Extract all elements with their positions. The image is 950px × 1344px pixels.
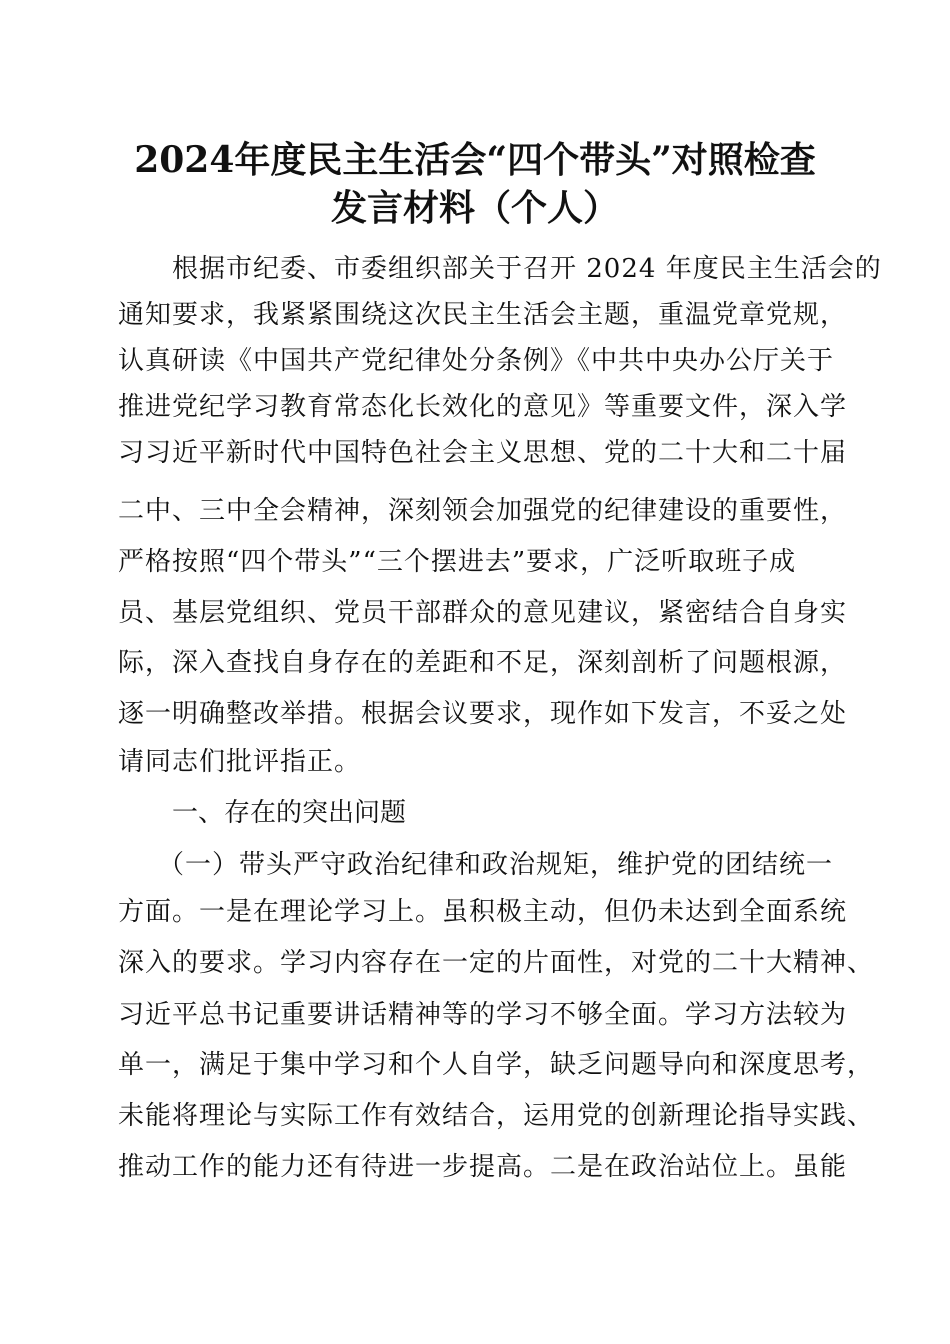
document-title-line-2: 发言材料（个人） [330, 187, 619, 229]
paragraph-line: 习近平总书记重要讲话精神等的学习不够全面。学习方法较为 [118, 1000, 848, 1030]
paragraph-line: 方面。一是在理论学习上。虽积极主动，但仍未达到全面系统 [118, 897, 848, 927]
paragraph-line: 二中、三中全会精神，深刻领会加强党的纪律建设的重要性， [118, 496, 848, 526]
paragraph-line: 请同志们批评指正。 [118, 747, 362, 777]
section-heading: 一、存在的突出问题 [172, 798, 407, 828]
paragraph-line: 推进党纪学习教育常态化长效化的意见》等重要文件，深入学 [118, 392, 848, 422]
paragraph-line: （一）带头严守政治纪律和政治规矩，维护党的团结统一 [158, 850, 834, 880]
paragraph-line: 习习近平新时代中国特色社会主义思想、党的二十大和二十届 [118, 438, 848, 468]
paragraph-line: 深入的要求。学习内容存在一定的片面性，对党的二十大精神、 [118, 948, 875, 978]
paragraph-line: 单一，满足于集中学习和个人自学，缺乏问题导向和深度思考， [118, 1050, 875, 1080]
paragraph-line: 员、基层党组织、党员干部群众的意见建议，紧密结合自身实 [118, 598, 848, 628]
paragraph-line: 认真研读《中国共产党纪律处分条例》《中共中央办公厅关于 [118, 346, 835, 376]
paragraph-line: 推动工作的能力还有待进一步提高。二是在政治站位上。虽能 [118, 1152, 848, 1182]
paragraph-line: 际，深入查找自身存在的差距和不足，深刻剖析了问题根源， [118, 648, 848, 678]
paragraph-line: 根据市纪委、市委组织部关于召开 2024 年度民主生活会的 [172, 254, 882, 284]
paragraph-line: 通知要求，我紧紧围绕这次民主生活会主题，重温党章党规， [118, 300, 848, 330]
paragraph-line: 未能将理论与实际工作有效结合，运用党的创新理论指导实践、 [118, 1101, 875, 1131]
paragraph-line: 严格按照“四个带头”“三个摆进去”要求，广泛听取班子成 [118, 547, 797, 577]
paragraph-line: 逐一明确整改举措。根据会议要求，现作如下发言，不妥之处 [118, 699, 848, 729]
document-title-line-1: 2024年度民主生活会“四个带头”对照检查 [134, 139, 816, 181]
